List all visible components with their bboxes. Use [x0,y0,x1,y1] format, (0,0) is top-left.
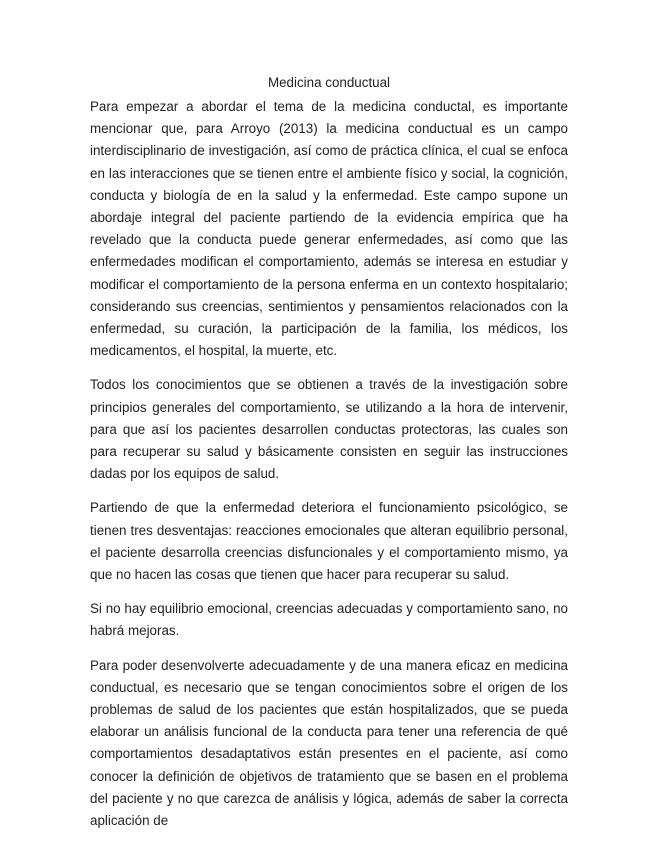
paragraph-2: Todos los conocimientos que se obtienen a través de la investigación sobre principios generales del comportamiento, se utilizando a la hora de intervenir, para que así los pacientes desarrollen conductas protectoras, las cuales son para recuperar su salud y básicamente consisten en seguir las instrucciones dadas por los equipos de salud. [90,377,568,482]
document-page [90,72,568,844]
paragraph-4: Si no hay equilibrio emocional, creencias adecuadas y comportamiento sano, no habrá mejoras. [90,601,568,639]
paragraph-1: Para empezar a abordar el tema de la medicina conductal, es importante mencionar que, para Arroyo (2013) la medicina conductual es un campo interdisciplinario de investigación, así como de práctica clínica, el cual se enfoca en las interacciones que se tienen entre el ambiente físico y social, la cognición, conducta y biología de en la salud y la enfermedad. Este campo supone un abordaje integral del paciente partiendo de la evidencia empírica que ha revelado que la conducta puede generar enfermedades, así como que las enfermedades modifican el comportamiento, además se interesa en estudiar y modificar el comportamiento de la persona enferma en un contexto hospitalario; considerando sus creencias, sentimientos y pensamientos relacionados con la enfermedad, su curación, la participación de la familia, los médicos, los medicamentos, el hospital, la muerte, etc. [90,99,568,359]
paragraph-5: Para poder desenvolverte adecuadamente y de una manera eficaz en medicina conductual, es necesario que se tengan conocimientos sobre el origen de los problemas de salud de los pacientes que están hospitalizados, que se pueda elaborar un análisis funcional de la conducta para tener una referencia de qué comportamientos desadaptativos están presentes en el paciente, así como conocer la definición de objetivos de tratamiento que se basen en el problema del paciente y no que carezca de análisis y lógica, además de saber la correcta aplicación de [90,657,568,829]
paragraph-3: Partiendo de que la enfermedad deteriora el funcionamiento psicológico, se tienen tres desventajas: reacciones emocionales que alteran equilibrio personal, el paciente desarrolla creencias disfuncionales y el comportamiento mismo, ya que no hacen las cosas que tienen que hacer para recuperar su salud. [90,500,568,583]
document-title: Medicina conductual [267,75,391,90]
